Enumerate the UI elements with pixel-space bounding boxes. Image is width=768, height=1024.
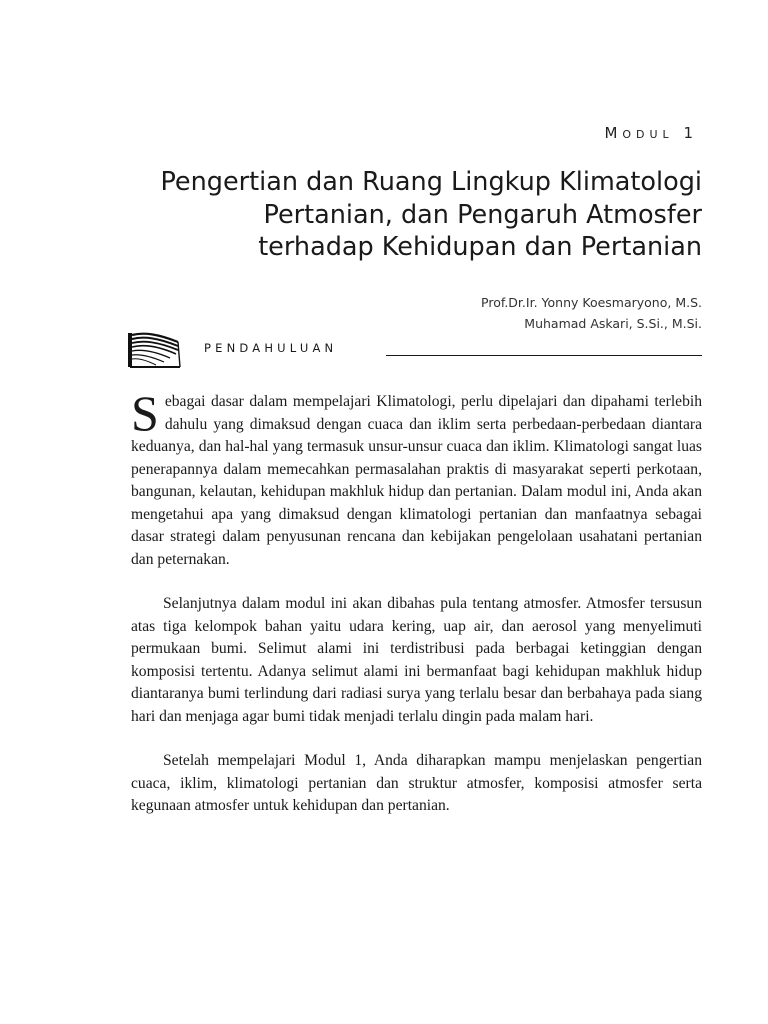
paragraph-2: Selanjutnya dalam modul ini akan dibahas pula tentang atmosfer. Atmosfer tersusun atas tiga kelompok bahan yaitu udara kering, uap air, dan aerosol yang menyelimuti permukaan bumi. Selimut alami ini terdistribusi pada berbagai ketinggian dengan komposisi tertentu. Adanya selimut alami ini bermanfaat bagi kehidupan makhluk hidup diantaranya bumi terlindung dari radiasi surya yang terlalu besar dan berbahaya pada siang hari dan menjaga agar bumi tidak menjadi terlalu dingin pada malam hari. <box>131 595 702 725</box>
section-heading: PENDAHULUAN <box>204 341 338 355</box>
title-line: Pengertian dan Ruang Lingkup Klimatologi <box>160 167 702 197</box>
introduction-body <box>131 385 702 840</box>
authors-block <box>481 292 702 334</box>
paragraph-1 <box>131 385 702 571</box>
author-name: Prof.Dr.Ir. Yonny Koesmaryono, M.S. <box>481 295 702 310</box>
paragraph-text: ebagai dasar dalam mempelajari Klimatologi, perlu dipelajari dan dipahami terlebih dahulu yang dimaksud dengan cuaca dan iklim serta perbedaan-perbedaan diantara keduanya, dan hal-hal yang termasuk unsur-unsur cuaca dan iklim. Klimatologi sangat luas penerapannya dalam memecahkan permasalahan praktis di masyarakat seperti perkotaan, bangunan, kelautan, kehidupan makhluk hidup dan pertanian. Dalam modul ini, Anda akan mengetahui apa yang dimaksud dengan klimatologi pertanian dan manfaatnya sebagai dasar strategi dalam penyusunan rencana dan kebijakan pengelolaan usahatani pertanian dan peternakan. <box>131 393 702 568</box>
author-name: Muhamad Askari, S.Si., M.Si. <box>524 316 702 331</box>
section-rule <box>386 355 702 356</box>
paragraph-3: Setelah mempelajari Modul 1, Anda diharapkan mampu menjelaskan pengertian cuaca, iklim, klimatologi pertanian dan struktur atmosfer, komposisi atmosfer serta kegunaan atmosfer untuk kehidupan dan pertanian. <box>131 752 702 814</box>
module-title <box>102 166 702 264</box>
module-label: Modul 1 <box>604 124 698 142</box>
title-line: terhadap Kehidupan dan Pertanian <box>258 232 702 262</box>
drop-cap: S <box>131 385 159 441</box>
open-book-icon <box>126 330 182 372</box>
title-line: Pertanian, dan Pengaruh Atmosfer <box>263 199 702 230</box>
